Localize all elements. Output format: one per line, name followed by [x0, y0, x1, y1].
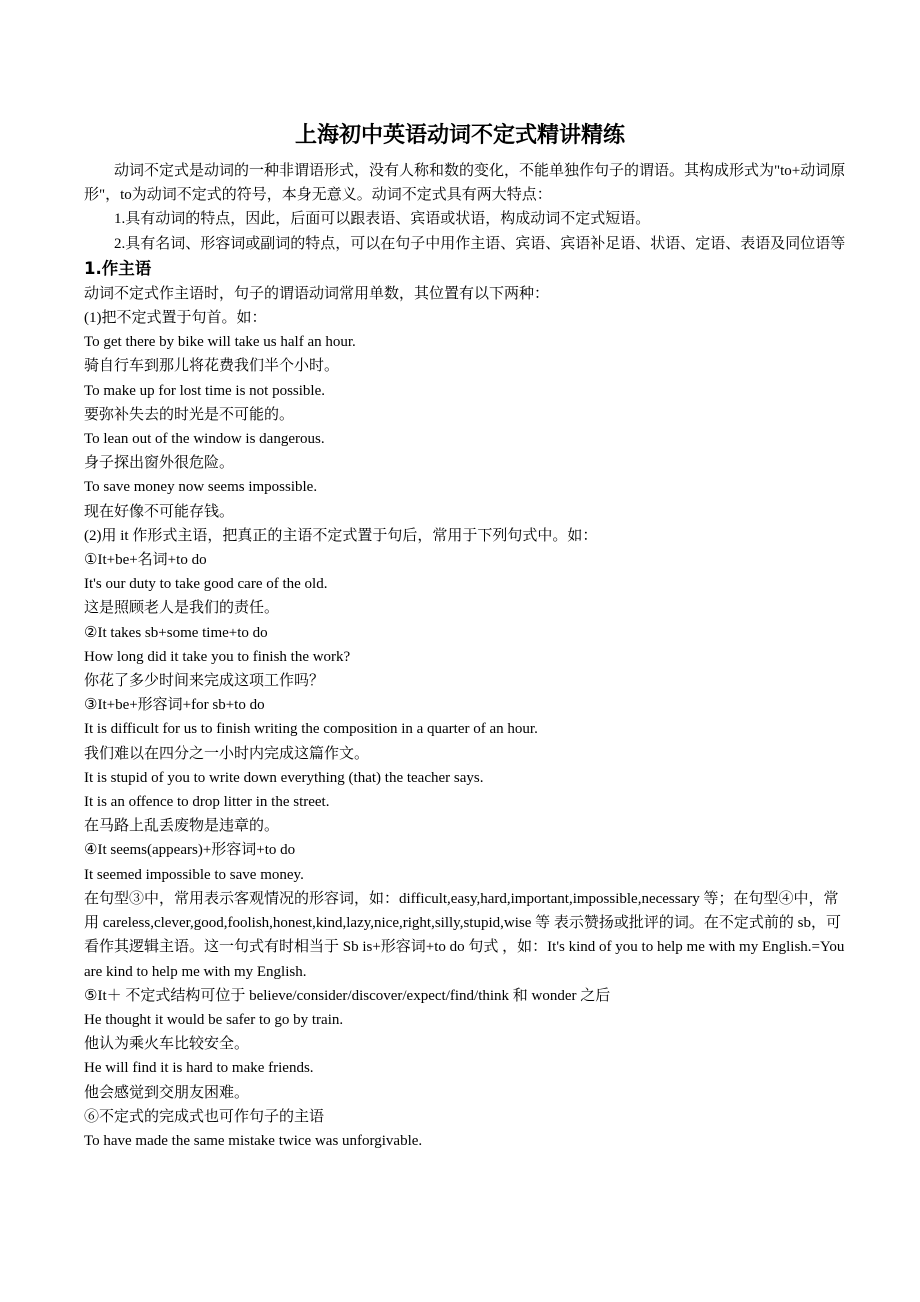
text-line: (1)把不定式置于句首。如： [84, 310, 267, 327]
example-translation: 他认为乘火车比较安全。 [84, 1036, 250, 1053]
document-body [84, 159, 850, 1153]
example-sentence: It is an offence to drop litter in the street. [84, 794, 330, 811]
pattern-line: ③It+be+形容词+for sb+to do [84, 697, 265, 714]
example-sentence: It is stupid of you to write down everything (that) the teacher says. [84, 769, 484, 786]
pattern-line: ②It takes sb+some time+to do [84, 624, 268, 641]
intro-point-2: 2.具有名词、形容词或副词的特点，可以在句子中用作主语、宾语、宾语补足语、状语、定语、表语及同位语等 [114, 235, 846, 252]
pattern-line: ⑤It＋ 不定式结构可位于 believe/consider/discover/expect/find/think 和 wonder 之后 [84, 987, 611, 1004]
example-sentence: To have made the same mistake twice was unforgivable. [84, 1132, 423, 1149]
pattern-line: ④It seems(appears)+形容词+to do [84, 842, 296, 859]
pattern-line: ⑥不定式的完成式也可作句子的主语 [84, 1108, 325, 1125]
example-sentence: To lean out of the window is dangerous. [84, 431, 325, 448]
example-sentence: He thought it would be safer to go by train. [84, 1011, 344, 1028]
example-translation: 要弥补失去的时光是不可能的。 [84, 406, 295, 423]
section-heading: 1.作主语 [84, 258, 152, 278]
example-translation: 他会感觉到交朋友困难。 [84, 1084, 250, 1101]
example-translation: 骑自行车到那儿将花费我们半个小时。 [84, 358, 340, 375]
pattern-line: ①It+be+名词+to do [84, 552, 207, 569]
intro-point-1: 1.具有动词的特点，因此，后面可以跟表语、宾语或状语，构成动词不定式短语。 [114, 211, 651, 228]
example-translation: 身子探出窗外很危险。 [84, 455, 235, 472]
example-sentence: To make up for lost time is not possible. [84, 382, 326, 399]
example-sentence: It seemed impossible to save money. [84, 866, 304, 883]
example-sentence: To get there by bike will take us half an hour. [84, 334, 356, 351]
example-translation: 在马路上乱丢废物是违章的。 [84, 818, 280, 835]
example-translation: 我们难以在四分之一小时内完成这篇作文。 [84, 745, 370, 762]
text-line: 动词不定式作主语时，句子的谓语动词常用单数，其位置有以下两种： [84, 285, 550, 302]
page-title: 上海初中英语动词不定式精讲精练 [294, 123, 625, 148]
example-translation: 你花了多少时间来完成这项工作吗？ [84, 673, 325, 690]
note-paragraph: 在句型③中，常用表示客观情况的形容词，如：difficult,easy,hard,important,impossible,necessary 等；在句型④中，常用 careless,clever,good,foolish,honest,kind,lazy,nice,right,silly,stupid,wise 等 表示赞扬或批评的词。在不定式前的 sb，可看作其逻辑主语。这一句式有时相当于 Sb is+形容词+to do 句式 ，如：It's kind of you to help me with my English.=You are kind to help me with my English. [84, 890, 845, 980]
example-sentence: He will find it is hard to make friends. [84, 1060, 314, 1077]
example-translation: 这是照顾老人是我们的责任。 [84, 600, 280, 617]
example-translation: 现在好像不可能存钱。 [84, 503, 235, 520]
example-sentence: It's our duty to take good care of the old. [84, 576, 328, 593]
example-sentence: To save money now seems impossible. [84, 479, 318, 496]
example-sentence: It is difficult for us to finish writing the composition in a quarter of an hour. [84, 721, 538, 738]
intro-paragraph: 动词不定式是动词的一种非谓语形式，没有人称和数的变化，不能单独作句子的谓语。其构成形式为"to+动词原形"，to为动词不定式的符号，本身无意义。动词不定式具有两大特点： [84, 163, 846, 204]
text-line: (2)用 it 作形式主语，把真正的主语不定式置于句后，常用于下列句式中。如： [84, 527, 598, 544]
example-sentence: How long did it take you to finish the work? [84, 648, 351, 665]
